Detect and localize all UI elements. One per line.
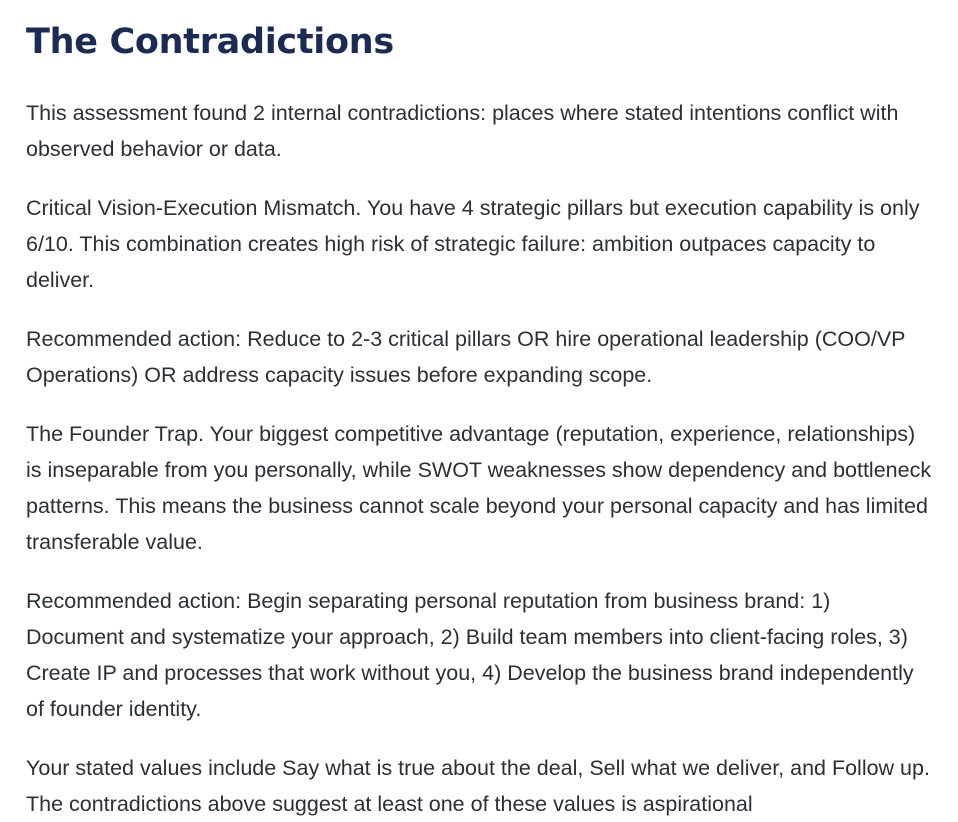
founder-trap-paragraph: The Founder Trap. Your biggest competitive advantage (reputation, experience, relationships) is inseparable from you personally, while SWOT weaknesses show dependency and bottleneck patterns. This means the business cannot scale beyond your personal capacity and has limited transferable value. bbox=[26, 422, 932, 554]
section-title: The Contradictions bbox=[26, 22, 394, 62]
recommended-action-paragraph-2: Recommended action: Begin separating personal reputation from business brand: 1) Document and systematize your approach, 2) Build team members into client-facing roles, 3) Create IP and processes that work without you, 4) Develop the business brand independently of founder identity. bbox=[26, 589, 914, 721]
stated-values-paragraph: Your stated values include Say what is true about the deal, Sell what we deliver, and Follow up. The contradictions above suggest at least one of these values is aspirational bbox=[26, 756, 930, 816]
recommended-action-paragraph-1: Recommended action: Reduce to 2-3 critical pillars OR hire operational leadership (COO/VP Operations) OR address capacity issues before expanding scope. bbox=[26, 327, 906, 387]
intro-paragraph: This assessment found 2 internal contradictions: places where stated intentions conflict with observed behavior or data. bbox=[26, 101, 899, 161]
vision-execution-mismatch-paragraph: Critical Vision-Execution Mismatch. You have 4 strategic pillars but execution capability is only 6/10. This combination creates high risk of strategic failure: ambition outpaces capacity to deliver. bbox=[26, 196, 920, 292]
